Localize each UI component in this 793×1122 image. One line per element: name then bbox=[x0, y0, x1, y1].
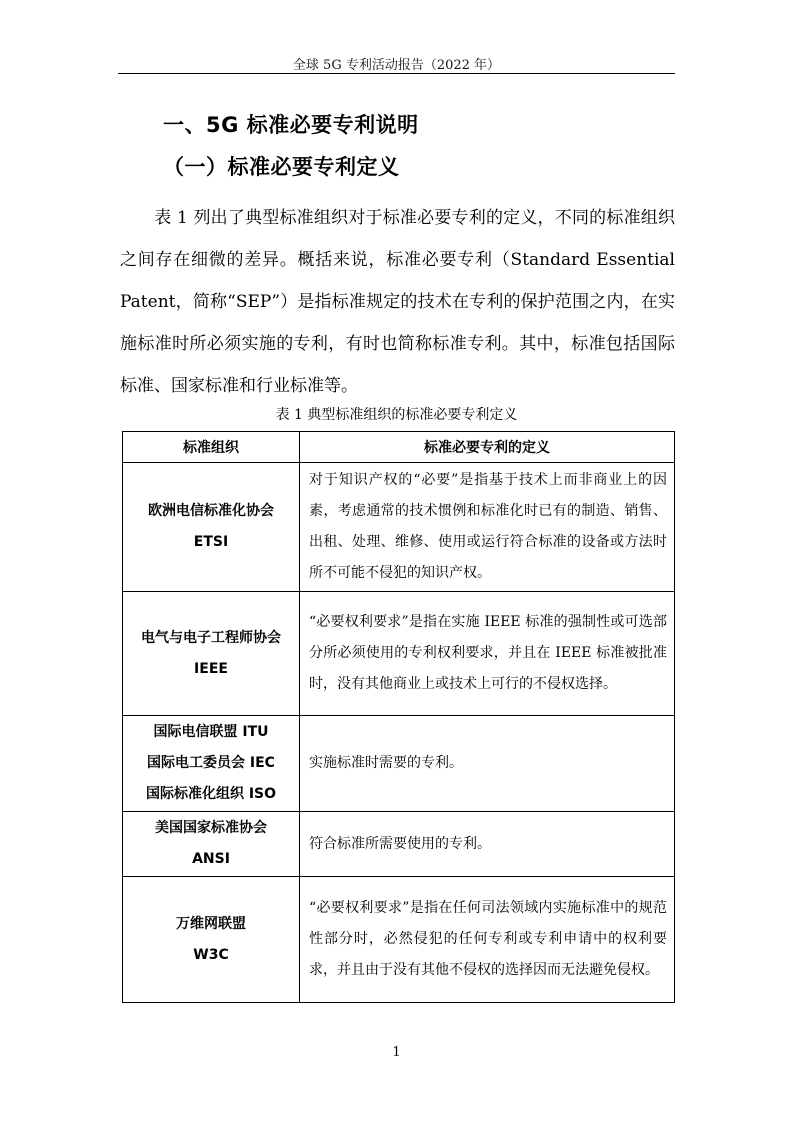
org-cell bbox=[123, 716, 300, 812]
org-name: 欧洲电信标准化协会 bbox=[148, 503, 274, 519]
table-row bbox=[123, 812, 675, 877]
header-divider bbox=[118, 73, 675, 74]
table-header-row bbox=[123, 432, 675, 463]
definition-cell: “必要权利要求”是指在任何司法领域内实施标准中的规范性部分时，必然侵犯的任何专利或专利申请中的权利要求，并且由于没有其他不侵权的选择因而无法避免侵权。 bbox=[300, 877, 675, 1003]
definition-cell: 对于知识产权的“必要”是指基于技术上而非商业上的因素，考虑通常的技术惯例和标准化时已有的制造、销售、出租、处理、维修、使用或运行符合标准的设备或方法时所不可能不侵犯的知识产权。 bbox=[300, 463, 675, 592]
page-number: 1 bbox=[392, 1045, 401, 1060]
definition-cell: 符合标准所需要使用的专利。 bbox=[300, 812, 675, 877]
section-title: 一、5G 标准必要专利说明 bbox=[163, 113, 419, 137]
org-cell bbox=[123, 812, 300, 877]
org-abbrev: ETSI bbox=[193, 534, 229, 550]
org-abbrev: W3C bbox=[193, 946, 229, 963]
table-row bbox=[123, 592, 675, 716]
org-name: 万维网联盟 bbox=[176, 915, 246, 932]
org-name: 国际标准化组织 ISO bbox=[145, 786, 277, 802]
table-row bbox=[123, 716, 675, 812]
table-row bbox=[123, 877, 675, 1003]
org-name: 美国国家标准协会 bbox=[155, 820, 267, 836]
table-row bbox=[123, 463, 675, 592]
org-cell bbox=[123, 592, 300, 716]
running-header: 全球 5G 专利活动报告（2022 年） bbox=[292, 58, 501, 73]
body-paragraph bbox=[120, 197, 675, 407]
org-abbrev: ANSI bbox=[192, 851, 230, 867]
paragraph-text: 表 1 列出了典型标准组织对于标准必要专利的定义，不同的标准组织之间存在细微的差异。概括来说，标准必要专利（Standard Essential Patent，简称“SEP”）是指标准规定的技术在专利的保护范围之内，在实施标准时所必须实施的专利，有时也简称标准专利。其中，标准包括国际标准、国家标准和行业标准等。 bbox=[120, 208, 675, 396]
header-org: 标准组织 bbox=[123, 432, 300, 463]
org-name: 国际电工委员会 IEC bbox=[147, 755, 275, 771]
org-cell bbox=[123, 877, 300, 1003]
sep-definition-table bbox=[122, 431, 675, 1003]
definition-cell: “必要权利要求”是指在实施 IEEE 标准的强制性或可选部分所必须使用的专利权利要求，并且在 IEEE 标准被批准时，没有其他商业上或技术上可行的不侵权选择。 bbox=[300, 592, 675, 716]
org-abbrev: IEEE bbox=[194, 660, 228, 677]
subsection-title: （一）标准必要专利定义 bbox=[163, 155, 400, 179]
table-caption: 表 1 典型标准组织的标准必要专利定义 bbox=[275, 407, 518, 423]
org-name: 国际电信联盟 ITU bbox=[153, 724, 269, 740]
header-definition: 标准必要专利的定义 bbox=[300, 432, 675, 463]
org-cell bbox=[123, 463, 300, 592]
org-name: 电气与电子工程师协会 bbox=[141, 629, 281, 646]
definition-cell: 实施标准时需要的专利。 bbox=[300, 716, 675, 812]
